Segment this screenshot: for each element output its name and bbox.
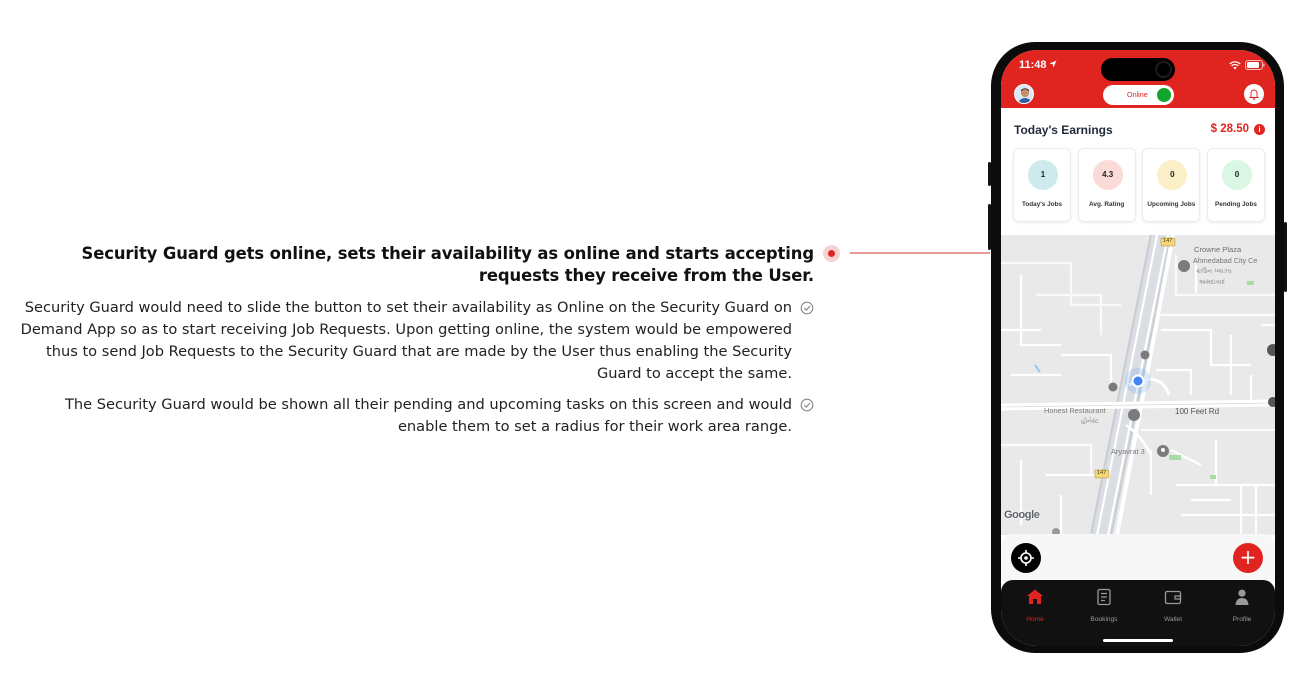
stat-card-avg-rating[interactable] bbox=[1078, 148, 1136, 222]
avatar-image bbox=[1015, 85, 1034, 104]
tab-label: Wallet bbox=[1163, 616, 1183, 623]
feature-point bbox=[14, 394, 814, 438]
wifi-icon bbox=[1229, 61, 1241, 70]
stat-value: 4.3 bbox=[1093, 160, 1123, 190]
phone-side-button bbox=[988, 162, 991, 186]
online-toggle[interactable] bbox=[1103, 85, 1174, 105]
tab-bookings[interactable] bbox=[1075, 588, 1133, 628]
stat-value: 0 bbox=[1157, 160, 1187, 190]
feature-description bbox=[14, 243, 814, 438]
stat-label: Avg. Rating bbox=[1089, 201, 1125, 208]
recenter-button[interactable] bbox=[1011, 543, 1041, 573]
feature-heading: Security Guard gets online, sets their availability as online and starts accepting requests they receive from the User. bbox=[81, 244, 814, 285]
feature-point-text: The Security Guard would be shown all their pending and upcoming tasks on this screen and would enable them to set a radius for their work area range. bbox=[64, 396, 792, 435]
camera-icon bbox=[1155, 61, 1172, 78]
earnings-value: $ 28.50 bbox=[1210, 123, 1249, 135]
map-label-100-feet-rd: 100 Feet Rd bbox=[1175, 407, 1220, 416]
stat-card-pending-jobs[interactable] bbox=[1207, 148, 1265, 222]
map-label-route-147: 147 bbox=[1097, 470, 1107, 476]
feature-point-text: Security Guard would need to slide the button to set their availability as Online on the Security Guard on Demand App so as to start receiving Job Requests. Upon getting online, the system would be empowered thus to send Job Requests to the Security Guard that are made by the User thus enabling the Security Guard to accept the same. bbox=[20, 299, 792, 382]
island-pill bbox=[1101, 58, 1147, 81]
status-icons bbox=[1229, 60, 1265, 70]
check-circle-icon bbox=[800, 301, 814, 315]
tab-label: Profile bbox=[1232, 616, 1252, 623]
toggle-knob bbox=[1157, 88, 1171, 102]
stat-label: Upcoming Jobs bbox=[1147, 201, 1196, 208]
map-actions bbox=[1001, 534, 1275, 582]
profile-icon bbox=[1233, 588, 1251, 606]
phone-side-button bbox=[988, 204, 991, 250]
notification-button[interactable] bbox=[1244, 84, 1264, 104]
feature-point bbox=[14, 297, 814, 385]
check-circle-icon bbox=[800, 398, 814, 412]
crosshair-icon bbox=[1011, 543, 1041, 573]
stats-row bbox=[1013, 148, 1265, 223]
stat-card-todays-jobs[interactable] bbox=[1013, 148, 1071, 222]
app-header bbox=[1001, 50, 1275, 108]
earnings-title: Today's Earnings bbox=[1014, 123, 1113, 137]
map-label-honest-gujarati: હોનેસ્ટ bbox=[1081, 417, 1099, 425]
online-toggle-label: Online bbox=[1127, 90, 1148, 99]
map-label-route-147: 147 bbox=[1163, 238, 1173, 244]
location-arrow-icon bbox=[1049, 60, 1057, 68]
wallet-icon bbox=[1164, 588, 1182, 606]
callout-line bbox=[850, 252, 990, 254]
home-indicator bbox=[1103, 639, 1173, 642]
stat-value: 0 bbox=[1222, 160, 1252, 190]
google-logo: Google bbox=[1004, 509, 1040, 521]
bookings-icon bbox=[1095, 588, 1113, 606]
avatar[interactable] bbox=[1014, 84, 1034, 104]
tab-profile[interactable] bbox=[1213, 588, 1271, 628]
status-time: 11:48 bbox=[1019, 59, 1047, 71]
callout-dot bbox=[823, 245, 840, 262]
bottom-tab-bar bbox=[1001, 580, 1275, 646]
phone-frame bbox=[991, 42, 1284, 653]
map-label-crowne-gujarati: ક્રાઉન પ્લાઝા bbox=[1196, 267, 1232, 275]
stat-label: Pending Jobs bbox=[1215, 201, 1257, 208]
tab-wallet[interactable] bbox=[1144, 588, 1202, 628]
map-label-honest-restaurant: Honest Restaurant bbox=[1044, 406, 1106, 415]
map-label-aryavrat: Aryavrat 3 bbox=[1111, 447, 1145, 456]
map-view[interactable] bbox=[1001, 235, 1275, 535]
map-label-crowne-subtitle: Ahmedabad City Ce bbox=[1193, 256, 1258, 265]
battery-icon bbox=[1245, 60, 1265, 70]
add-button[interactable]: + bbox=[1233, 543, 1263, 573]
stat-value: 1 bbox=[1028, 160, 1058, 190]
tab-home[interactable] bbox=[1006, 588, 1064, 628]
bell-icon bbox=[1244, 84, 1264, 104]
map-canvas bbox=[1001, 235, 1275, 535]
stat-label: Today's Jobs bbox=[1021, 201, 1063, 208]
app-screen bbox=[1001, 50, 1275, 646]
home-icon bbox=[1026, 588, 1044, 606]
phone-side-button bbox=[1284, 222, 1287, 292]
info-icon[interactable]: i bbox=[1254, 124, 1265, 135]
dynamic-island bbox=[1101, 58, 1175, 81]
tab-label: Bookings bbox=[1090, 616, 1118, 623]
map-label-crowne-gujarati-2: અમદાવાદ bbox=[1199, 278, 1226, 286]
stat-card-upcoming-jobs[interactable] bbox=[1142, 148, 1200, 222]
earnings-row bbox=[1014, 123, 1265, 139]
map-label-crowne-plaza: Crowne Plaza bbox=[1194, 245, 1242, 254]
tab-label: Home bbox=[1026, 616, 1044, 623]
